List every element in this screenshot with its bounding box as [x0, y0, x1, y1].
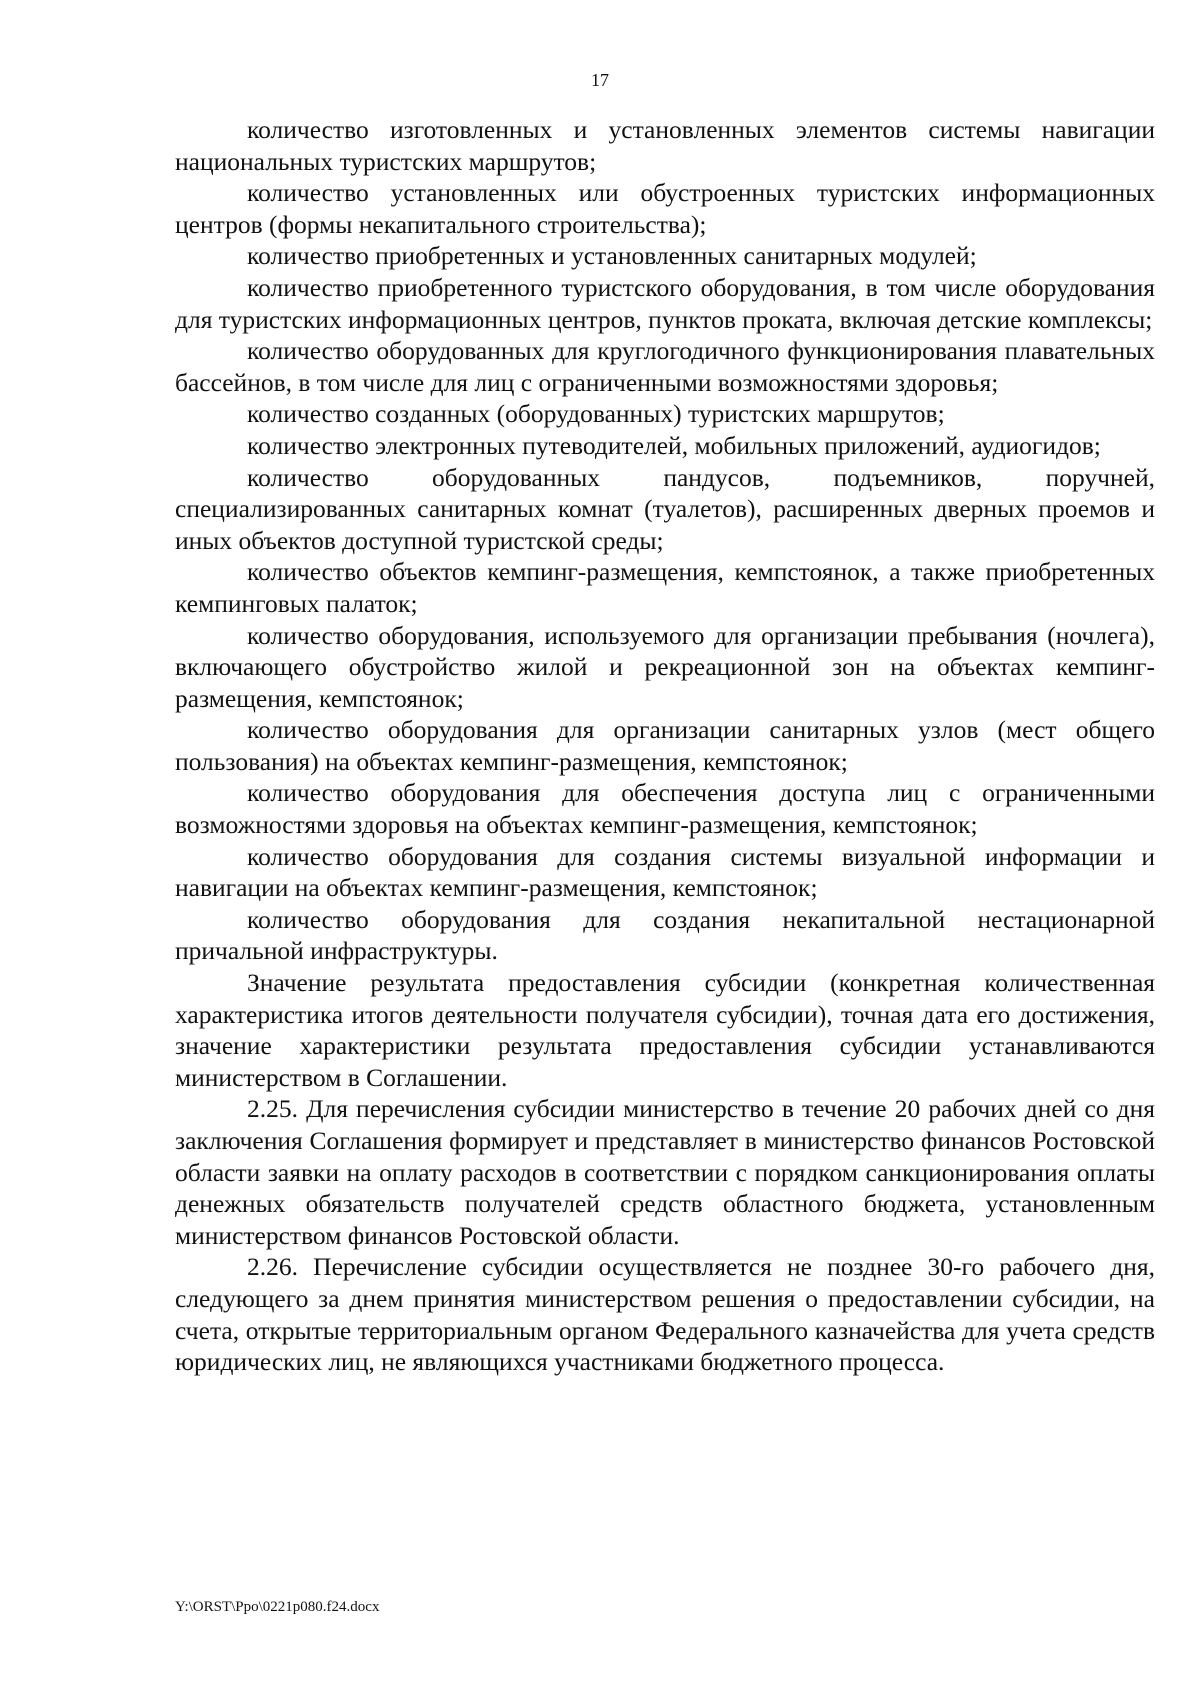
- paragraph-camping-sites: количество объектов кемпинг-размещения, кемпстоянок, а также приобретенных кемпинговых палаток;: [175, 557, 1155, 618]
- paragraph-section-2-25: 2.25. Для перечисления субсидии министерство в течение 20 рабочих дней со дня заключения Соглашения формирует и представляет в министерство финансов Ростовской области заявки на оплату расходов в соответствии с порядком санкционирования оплаты денежных обязательств получателей средств областного бюджета, установленным министерством финансов Ростовской области.: [175, 1094, 1155, 1250]
- document-body: [175, 114, 1155, 1378]
- paragraph-camping-overnight-equipment: количество оборудования, используемого для организации пребывания (ночлега), включающего обустройство жилой и рекреационной зон на объектах кемпинг-размещения, кемпстоянок;: [175, 620, 1155, 713]
- paragraph-result-value: Значение результата предоставления субсидии (конкретная количественная характеристика итогов деятельности получателя субсидии), точная дата его достижения, значение характеристики результата предоставления субсидии устанавливаются министерством в Соглашении.: [175, 968, 1155, 1092]
- paragraph-camping-navigation-equipment: количество оборудования для создания системы визуальной информации и навигации на объектах кемпинг-размещения, кемпстоянок;: [175, 841, 1155, 903]
- paragraph-tourist-routes: количество созданных (оборудованных) туристских маршрутов;: [247, 399, 945, 429]
- paragraph-electronic-guides: количество электронных путеводителей, мобильных приложений, аудиогидов;: [247, 430, 1101, 460]
- paragraph-accessible-environment: количество оборудованных пандусов, подъемников, поручней, специализированных санитарных комнат (туалетов), расширенных дверных проемов и иных объектов доступной туристской среды;: [175, 462, 1155, 555]
- paragraph-navigation-elements: количество изготовленных и установленных элементов системы навигации национальных туристских маршрутов;: [175, 115, 1155, 176]
- paragraph-camping-sanitary-equipment: количество оборудования для организации санитарных узлов (мест общего пользования) на объектах кемпинг-размещения, кемпстоянок;: [175, 715, 1155, 776]
- paragraph-info-centers: количество установленных или обустроенных туристских информационных центров (формы некапитального строительства);: [175, 178, 1155, 239]
- paragraph-swimming-pools: количество оборудованных для круглогодичного функционирования плавательных бассейнов, в том числе для лиц с ограниченными возможностями здоровья;: [175, 336, 1155, 397]
- footer-file-path: Y:\ORST\Ppo\0221p080.f24.docx: [175, 1599, 380, 1615]
- paragraph-mooring-infrastructure: количество оборудования для создания некапитальной нестационарной причальной инфраструктуры.: [175, 904, 1155, 966]
- paragraph-section-2-26: 2.26. Перечисление субсидии осуществляется не позднее 30-го рабочего дня, следующего за днем принятия министерством решения о предоставлении субсидии, на счета, открытые территориальным органом Федерального казначейства для учета средств юридических лиц, не являющихся участниками бюджетного процесса.: [175, 1252, 1155, 1377]
- paragraph-tourist-equipment: количество приобретенного туристского оборудования, в том числе оборудования для туристских информационных центров, пунктов проката, включая детские комплексы;: [175, 272, 1155, 334]
- paragraph-sanitary-modules: количество приобретенных и установленных санитарных модулей;: [247, 241, 977, 271]
- page-number: 17: [591, 70, 609, 90]
- paragraph-camping-accessibility-equipment: количество оборудования для обеспечения доступа лиц с ограниченными возможностями здоровья на объектах кемпинг-размещения, кемпстоянок;: [175, 778, 1155, 840]
